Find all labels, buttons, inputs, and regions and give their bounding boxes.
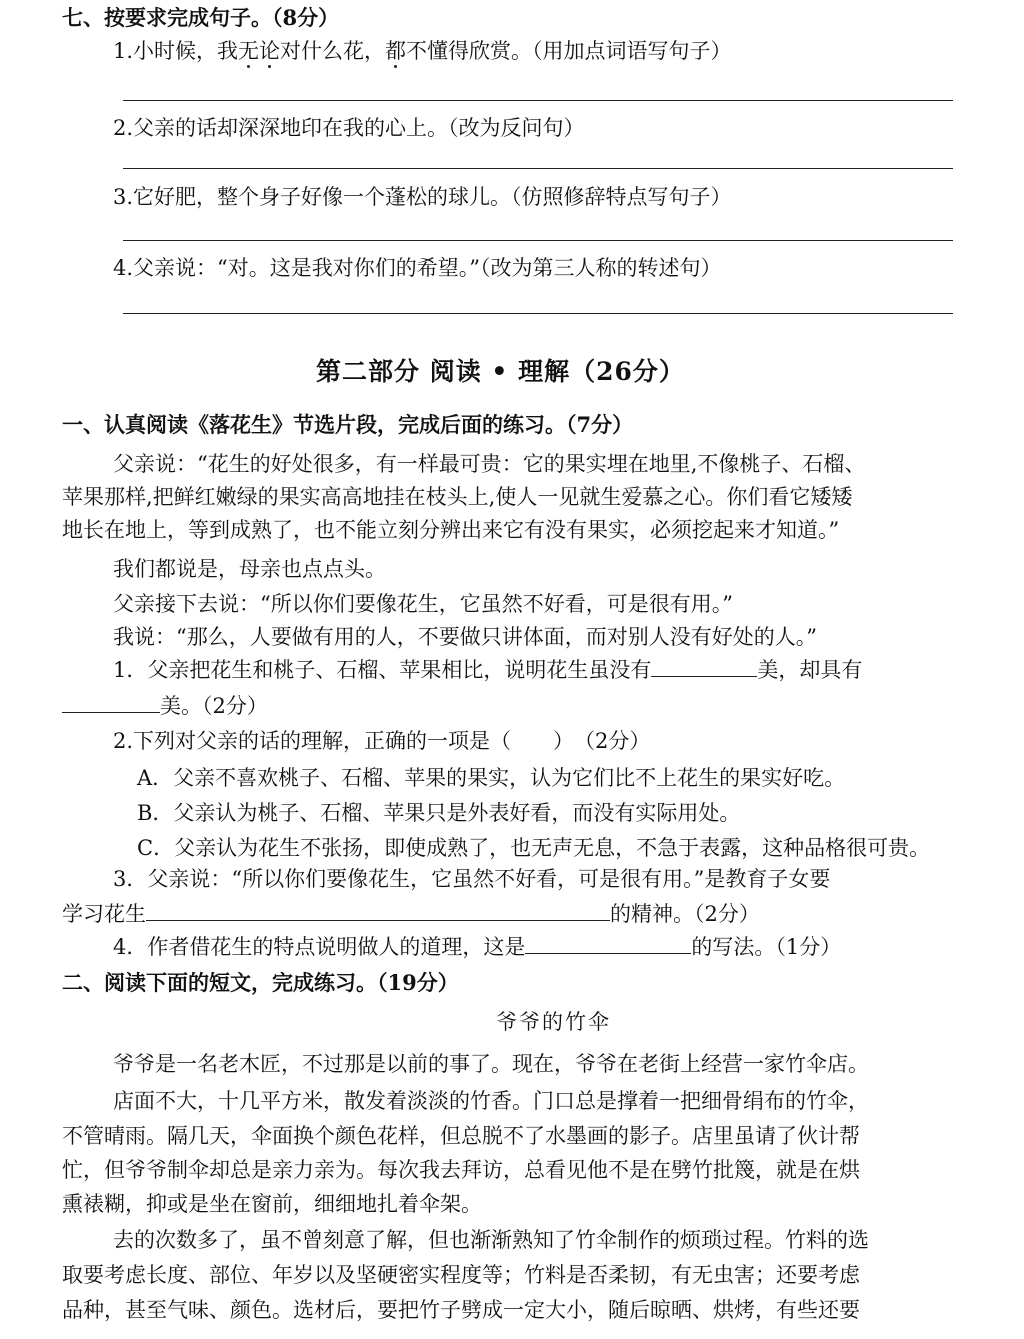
reading1-heading: 一、认真阅读《落花生》节选片段，完成后面的练习。（7分） bbox=[62, 412, 634, 437]
section7-heading: 七、按要求完成句子。（8分） bbox=[62, 5, 340, 30]
answer-line-3 bbox=[123, 240, 953, 241]
reading1-question-1-cont: 美。（2分） bbox=[62, 692, 268, 720]
reading1-question-1: 1．父亲把花生和桃子、石榴、苹果相比，说明花生虽没有 美，却具有 bbox=[113, 658, 863, 682]
answer-line-2 bbox=[123, 168, 953, 169]
fill-blank[interactable] bbox=[651, 656, 757, 677]
reading1-paragraph-1c: 地长在地上，等到成熟了，也不能立刻分辨出来它有没有果实，必须挖起来才知道。” bbox=[62, 518, 840, 542]
fill-blank[interactable] bbox=[146, 900, 610, 921]
story-paragraph-3a: 去的次数多了，虽不曾刻意了解，但也渐渐熟知了竹伞制作的烦琐过程。竹料的选 bbox=[113, 1228, 869, 1252]
option-a: A．父亲不喜欢桃子、石榴、苹果的果实，认为它们比不上花生的果实好吃。 bbox=[137, 766, 846, 790]
reading1-paragraph-1b: 苹果那样,把鲜红嫩绿的果实高高地挂在枝头上,使人一见就生爱慕之心。你们看它矮矮 bbox=[62, 485, 853, 509]
section7-question-3: 3.它好肥，整个身子好像一个蓬松的球儿。（仿照修辞特点写句子） bbox=[113, 185, 732, 209]
section7-question-2: 2.父亲的话却深深地印在我的心上。（改为反问句） bbox=[113, 116, 585, 140]
section7-question-1: 1.小时候，我无论对什么花，都不懂得欣赏。（用加点词语写句子） bbox=[113, 39, 732, 63]
story-paragraph-2c: 忙，但爷爷制伞却总是亲力亲为。每次我去拜访，总看见他不是在劈竹批篾，就是在烘 bbox=[62, 1158, 860, 1182]
reading1-question-4: 4．作者借花生的特点说明做人的道理，这是 的写法。（1分） bbox=[113, 935, 842, 959]
fill-blank[interactable] bbox=[62, 692, 160, 713]
fill-blank[interactable] bbox=[525, 933, 691, 954]
answer-line-4 bbox=[123, 313, 953, 314]
story-paragraph-3c: 品种，甚至气味、颜色。选材后，要把竹子劈成一定大小，随后晾晒、烘烤，有些还要 bbox=[62, 1298, 860, 1322]
reading1-question-2: 2.下列对父亲的话的理解，正确的一项是（ ） （2分） bbox=[113, 729, 651, 753]
section7-question-4: 4.父亲说：“对。这是我对你们的希望。”（改为第三人称的转述句） bbox=[113, 256, 722, 280]
reading1-question-3: 3．父亲说：“所以你们要像花生，它虽然不好看，可是很有用。”是教育子女要 bbox=[113, 867, 831, 891]
option-c: C．父亲认为花生不张扬，即使成熟了，也无声无息，不急于表露，这种品格很可贵。 bbox=[137, 836, 931, 860]
option-b: B．父亲认为桃子、石榴、苹果只是外表好看，而没有实际用处。 bbox=[137, 801, 741, 825]
part2-title: 第二部分 阅读 • 理解（26分） bbox=[316, 357, 685, 386]
reading1-question-3-cont: 学习花生 的精神。（2分） bbox=[62, 902, 760, 926]
story-paragraph-2d: 熏裱糊，抑或是坐在窗前，细细地扎着伞架。 bbox=[62, 1192, 482, 1216]
story-paragraph-2a: 店面不大，十几平方米，散发着淡淡的竹香。门口总是撑着一把细骨绢布的竹伞， bbox=[113, 1089, 869, 1113]
story-paragraph-3b: 取要考虑长度、部位、年岁以及坚硬密实程度等；竹料是否柔韧，有无虫害；还要考虑 bbox=[62, 1263, 860, 1287]
reading1-paragraph-1a: 父亲说：“花生的好处很多，有一样最可贵：它的果实埋在地里,不像桃子、石榴、 bbox=[113, 452, 866, 476]
story-paragraph-2b: 不管晴雨。隔几天，伞面换个颜色花样，但总脱不了水墨画的影子。店里虽请了伙计帮 bbox=[62, 1124, 860, 1148]
reading1-paragraph-4: 我说：“那么，人要做有用的人，不要做只讲体面，而对别人没有好处的人。” bbox=[113, 625, 817, 649]
story-paragraph-1: 爷爷是一名老木匠，不过那是以前的事了。现在，爷爷在老街上经营一家竹伞店。 bbox=[113, 1052, 869, 1076]
reading2-heading: 二、阅读下面的短文，完成练习。（19分） bbox=[62, 970, 459, 995]
story-title: 爷爷的竹伞 bbox=[496, 1010, 611, 1034]
reading1-paragraph-2: 我们都说是，母亲也点点头。 bbox=[113, 557, 386, 581]
answer-line-1 bbox=[123, 100, 953, 101]
reading1-paragraph-3: 父亲接下去说：“所以你们要像花生，它虽然不好看，可是很有用。” bbox=[113, 592, 733, 616]
